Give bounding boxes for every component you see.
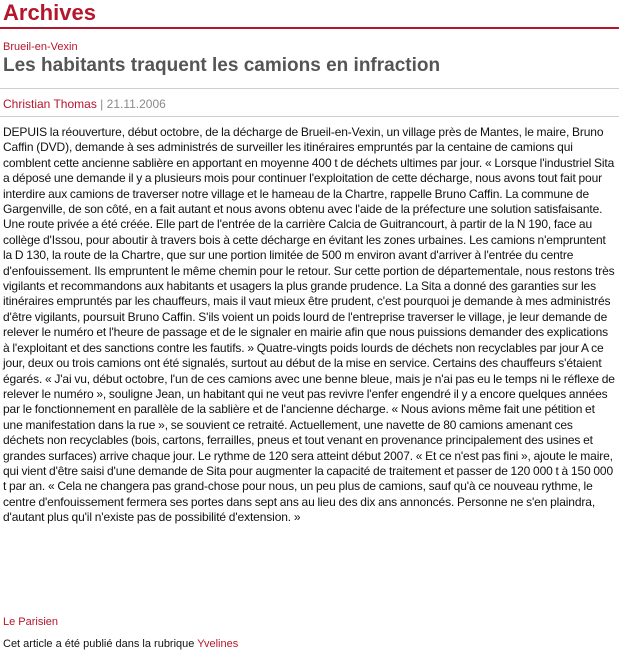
section-title: Archives	[3, 0, 96, 25]
rubric-link[interactable]: Yvelines	[197, 638, 239, 650]
article-source-link[interactable]: Le Parisien	[3, 616, 59, 628]
article-kicker[interactable]: Brueil-en-Vexin	[3, 41, 78, 53]
article-footer	[3, 638, 238, 650]
footer-text: Cet article a été publié dans la rubrique	[3, 638, 195, 650]
section-divider	[0, 27, 619, 29]
article-headline: Les habitants traquent les camions en infraction	[3, 55, 441, 76]
publish-date: 21.11.2006	[106, 97, 166, 111]
headline-divider	[0, 88, 619, 89]
byline	[3, 97, 166, 111]
byline-separator: |	[100, 97, 104, 111]
byline-divider	[0, 116, 619, 117]
author-link[interactable]: Christian Thomas	[3, 97, 97, 111]
section-header	[0, 0, 619, 30]
article-body: DEPUIS la réouverture, début octobre, de la décharge de Brueil-en-Vexin, un village près de Mantes, le maire, Bruno Caffin (DVD), demande à ses administrés de surveiller les itinéraires empruntés par la centaine de camions qui comblent cette ancienne sablière en apportant en moyenne 400 t de déchets ultimes par jour. « Lorsque l'industriel Sita a déposé une demande il y a plusieurs mois pour continuer l'exploitation de cette décharge, nous avons tout fait pour interdire aux camions de traverser notre village et le hameau de la Chartre, rappelle Bruno Caffin. La commune de Gargenville, de son côté, en a fait autant et nous avons obtenu avec l'aide de la préfecture une solution satisfaisante. Une route privée a été créée. Elle part de l'entrée de la carrière Calcia de Guitrancourt, à partir de la N 190, face au collège d'Issou, pour aboutir à travers bois à cette décharge en évitant les zones urbaines. Les camions n'empruntent la D 130, la route de la Chartre, que sur une portion limitée de 500 m environ avant d'arriver à l'entrée du centre d'enfouissement. Ils empruntent le même chemin pour le retour. Sur cette portion de départementale, nous restons très vigilants et recommandons aux habitants et usagers la plus grande prudence. La Sita a donné des garanties sur les itinéraires empruntés par les chauffeurs, mais il vaut mieux être prudent, c'est pourquoi je demande à mes administrés d'être vigilants, poursuit Bruno Caffin. S'ils voient un poids lourd de l'entreprise traverser le village, je leur demande de relever le numéro et l'heure de passage et de le signaler en mairie afin que nous puissions demander des explications à l'exploitant et des sanctions contre les fautifs. » Quatre-vingts poids lourds de déchets non recyclables par jour A ce jour, deux ou trois camions ont été signalés, surtout au début de la mise en service. Certains des chauffeurs s'étaient égarés. « J'ai vu, début octobre, l'un de ces camions avec une benne bleue, mais je n'ai pas eu le temps ni le réflexe de relever le numéro », souligne Jean, un habitant qui ne veut pas revivre l'enfer engendré il y a encore quelques années par le fonctionnement en parallèle de la sablière et de l'ancienne décharge. « Nous avions même fait une pétition et une manifestation dans la rue », se souvient ce retraité. Actuellement, une navette de 80 camions amenant ces déchets non recyclables (bois, cartons, ferrailles, pneus et tout venant en provenance principalement des usines et grandes surfaces) arrive chaque jour. Le rythme de 120 sera atteint début 2007. « Et ce n'est pas fini », ajoute le maire, qui vient d'être saisi d'une demande de Sita pour augmenter la capacité de traitement et passer de 120 000 t à 150 000 t par an. « Cela ne changera pas grand-chose pour nous, un peu plus de camions, sauf qu'à ce nouveau rythme, le centre d'enfouissement fermera ses portes dans sept ans au lieu des dix ans annoncés. Personne ne s'en plaindra, d'autant plus qu'il n'existe pas de possibilité d'extension. »	[3, 125, 615, 525]
